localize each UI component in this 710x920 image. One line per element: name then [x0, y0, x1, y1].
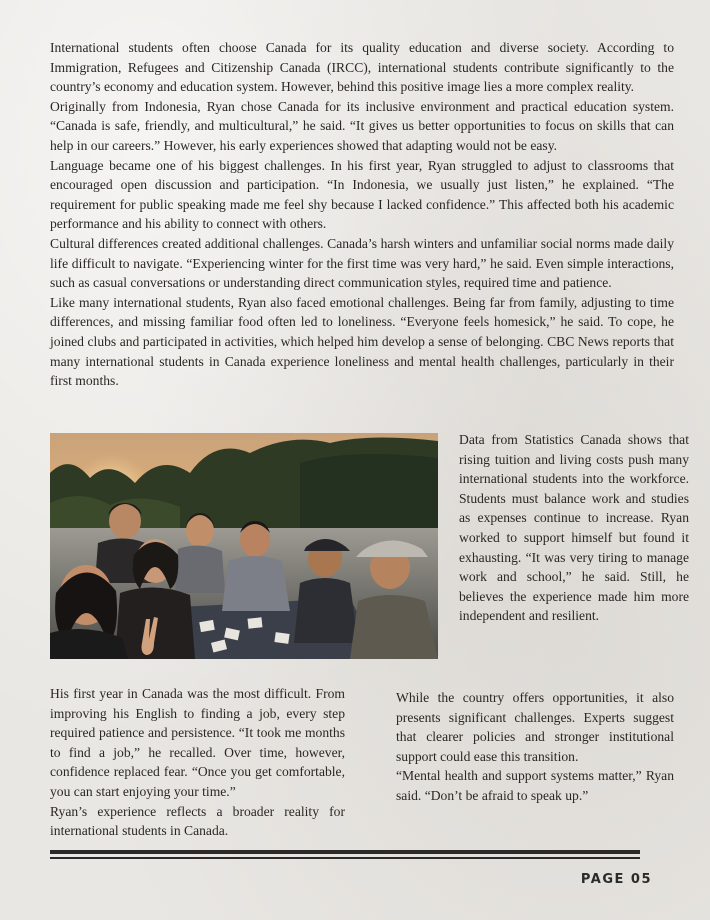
left-column [50, 684, 345, 841]
page-number: PAGE 05 [580, 872, 652, 887]
left-column-paragraph-1: His first year in Canada was the most difficult. From improving his English to finding a job, every step required patience and persistence. “It took me months to find a job,” he recalled. Over time, however, confidence replaced fear. “Once you get comfortable, you can start enjoying your time.” [50, 686, 345, 799]
footer-rule-thick [50, 850, 640, 854]
intro-paragraph-1: International students often choose Canada for its quality education and diverse society. According to Immigration, Refugees and Citizenship Canada (IRCC), international students contribute significantly to the country’s economy and education system. However, behind this positive image lies a more complex reality. [50, 40, 674, 95]
right-column [396, 688, 674, 806]
intro-paragraph-3: Language became one of his biggest challenges. In his first year, Ryan struggled to adjust to classrooms that encouraged open discussion and participation. “In Indonesia, we usually just listen,” he explained. “The requirement for public speaking made me feel shy because I lacked confidence.” This affected both his academic performance and his ability to connect with others. [50, 157, 674, 232]
intro-paragraph-2: Originally from Indonesia, Ryan chose Canada for its inclusive environment and practical education system. “Canada is safe, friendly, and multicultural,” he said. “It gives us better opportunities to focus on skills that can help in our careers.” However, his early experiences showed that adapting would not be easy. [50, 98, 674, 153]
left-column-paragraph-2: Ryan’s experience reflects a broader reality for international students in Canada. [50, 803, 345, 839]
photo-side-paragraph: Data from Statistics Canada shows that rising tuition and living costs push many international students into the workforce. Students must balance work and studies as expenses continue to increase. Ryan worked to support himself but found it exhausting. “It was very tiring to manage work and school,” he said. Still, he believes the experience made him more independent and resilient. [459, 432, 689, 624]
intro-paragraph-4: Cultural differences created additional challenges. Canada’s harsh winters and unfamiliar social norms made daily life difficult to navigate. “Experiencing winter for the first time was very hard,” he said. Even simple interactions, such as casual conversations or understanding direct communication styles, required time and patience. [50, 235, 674, 291]
right-column-paragraph-1: While the country offers opportunities, it also presents significant challenges. Experts suggest that clearer policies and stronger institutional support could ease this transition. [396, 690, 674, 764]
intro-text-block [50, 38, 674, 391]
intro-paragraph-5: Like many international students, Ryan also faced emotional challenges. Being far from family, adjusting to time differences, and missing familiar food often led to loneliness. “Everyone feels homesick,” he said. To cope, he joined clubs and participated in activities, which helped him develop a sense of belonging. CBC News reports that many international students in Canada experience loneliness and mental health challenges, particularly in their first months. [50, 294, 674, 389]
footer-rule-thin [50, 857, 640, 859]
right-column-paragraph-2: “Mental health and support systems matter,” Ryan said. “Don’t be afraid to speak up.” [396, 768, 674, 803]
group-photo [50, 433, 438, 659]
